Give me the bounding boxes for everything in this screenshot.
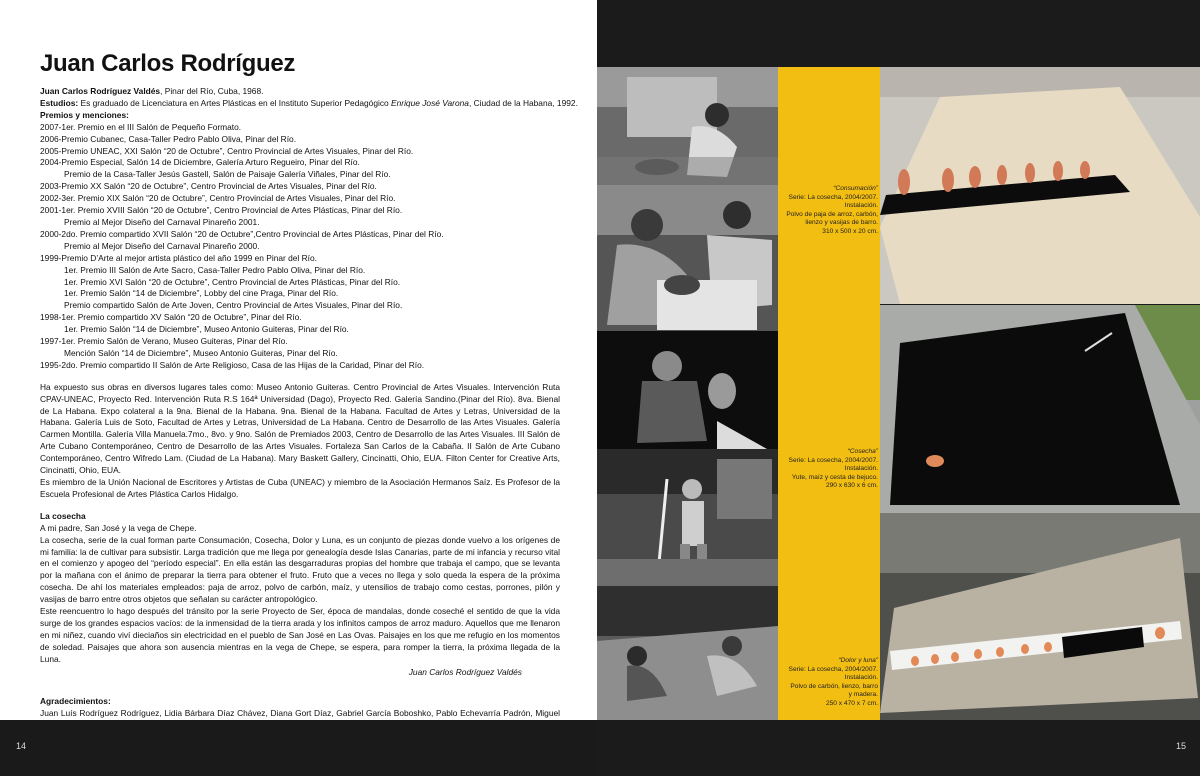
author-signature: Juan Carlos Rodríguez Valdés — [408, 666, 522, 677]
caption-line: lienzo y vasijas de barro. — [805, 219, 878, 227]
award-item: 1er. Premio Salón “14 de Diciembre”, Lobby del cine Praga, Pinar del Río. — [64, 288, 339, 299]
caption-line: Serie: La cosecha, 2004/2007. — [788, 193, 878, 201]
cosecha-paragraph-2: Este reencuentro lo hago después del tránsito por la serie Proyecto de Ser, época de mandalas, donde coseché el sentido de que la vida surge de los grandes espacios vacíos: de la inmensidad de la tierra arada y los infinitos campos de arroz maduro. Aquellos que me llenaron en mi niñez, cuando viví dieciaños sin electricidad en el pueblo de San José en Las Ovas. Paisajes en los que me refugio en los momentos de soledad. Paisajes que ahora son ausencia mientras en la vega de Chepe, se espera, para romper la tierra, la próxima llegada de la Luna. — [40, 606, 560, 664]
photo-artist-painting — [597, 67, 778, 185]
page-number-right: 15 — [1176, 741, 1187, 751]
caption-line: Instalación. — [844, 674, 878, 682]
caption-title: “Consumación” — [833, 185, 878, 192]
caption-cosecha — [778, 448, 878, 491]
artist-origin: , Pinar del Río, Cuba, 1968. — [160, 86, 264, 96]
award-item: Mención Salón “14 de Diciembre”, Museo Antonio Guiteras, Pinar del Río. — [64, 347, 338, 358]
award-item: 2000-2do. Premio compartido XVII Salón “20 de Octubre”,Centro Provincial de Artes Plásticas, Pinar del Río. — [40, 228, 444, 239]
caption-line: Instalación. — [844, 465, 878, 473]
studies-line — [40, 97, 578, 110]
caption-dolor-y-luna — [778, 657, 878, 709]
photo-two-men-working — [597, 185, 778, 331]
page-title: Juan Carlos Rodríguez — [40, 50, 296, 77]
studies-text-end: , Ciudad de la Habana, 1992. — [468, 97, 578, 108]
award-item: 2007-1er. Premio en el III Salón de Pequeño Formato. — [40, 121, 242, 132]
caption-line: Yute, maíz y cesta de bejuco. — [791, 473, 878, 481]
award-item: 1999-Premio D’Arte al mejor artista plástico del año 1999 en Pinar del Río. — [40, 252, 317, 263]
thanks-text: Juan Luís Rodríguez Rodríguez, Lidia Bárbara Díaz Chávez, Diana Gort Díaz, Gabriel García Boboshko, Pablo Echevarría Padrón, Miguel — [40, 707, 560, 718]
artist-full-name: Juan Carlos Rodríguez Valdés — [40, 86, 161, 96]
bio-name-line — [40, 86, 560, 98]
award-item: Premio al Mejor Diseño del Carnaval Pinareño 2000. — [64, 240, 260, 251]
award-item: 1er. Premio III Salón de Arte Sacro, Casa-Taller Pedro Pablo Oliva, Pinar del Río. — [64, 264, 366, 275]
photo-man-with-bowl — [597, 331, 778, 449]
exhibitions-paragraph: Ha expuesto sus obras en diversos lugares tales como: Museo Antonio Guiteras. Centro Provincial de Artes Visuales. Intervención Ruta CPAV-UNEAC, Proyecto Red. Intervención Ruta R.S 164ª Universidad (Dago), Proyecto Red. Galería Sandino.(Pinar del Río). 8va. Bienal de La Habana. Expo colateral a la 9na. Bienal de la Habana. 9na. Bienal de la Habana. Facultad de Artes y Letras, Universidad de la Habana. Galería Luis de Soto, Facultad de Artes y Letras, Universidad de La Habana. Centro de Desarrollo de las Artes Visuales. Galería Carmen Montilla. Galería Villa Manuela.7mo., 8vo. y 9no. Salón de Premiados 2003, Centro de Desarrollo de las Artes Visuales. III Salón de Arte Cubano Contemporáneo, Centro de Desarrollo de las Artes Visuales. Fortaleza San Carlos de la Cabaña. II Salón de Arte Cubano Contemporáneo, Centro Wifredo Lam. (Ciudad de La Habana). Mary Baskett Gallery, Cincinatti, Ohio, EUA. Filton Center for Creative Arts, Cincinatti, Ohio, EUA. — [40, 381, 560, 476]
award-item: 2003-Premio XX Salón “20 de Octubre”, Centro Provincial de Artes Visuales, Pinar del Río. — [40, 181, 377, 192]
award-item: 1er. Premio XVI Salón “20 de Octubre”, Centro Provincial de Artes Plásticas, Pinar del Río. — [64, 276, 401, 287]
bio-text-column — [40, 50, 578, 731]
thanks-heading: Agradecimientos: — [40, 695, 111, 706]
award-item: Premio de la Casa-Taller Jesús Gastell, Salón de Paisaje Galería Viñales, Pinar del Río. — [64, 169, 391, 180]
award-item: 1er. Premio Salón “14 de Diciembre”, Museo Antonio Guiteras, Pinar del Río. — [64, 324, 349, 335]
caption-title: “Cosecha” — [847, 448, 878, 455]
caption-line: Serie: La cosecha, 2004/2007. — [788, 665, 878, 673]
page-number-left: 14 — [16, 741, 27, 751]
photo-kneeling-workers — [597, 586, 778, 720]
award-item: 2004-Premio Especial, Salón 14 de Diciembre, Galería Arturo Regueiro, Pinar del Río. — [40, 157, 360, 168]
photo-dolor-y-luna-installation — [880, 513, 1200, 720]
award-item: Premio compartido Salón de Arte Joven, Centro Provincial de Artes Visuales, Pinar del Río. — [64, 300, 403, 311]
caption-line: 310 x 500 x 20 cm. — [822, 227, 878, 235]
award-item: 1998-1er. Premio compartido XV Salón “20 de Octubre”, Pinar del Río. — [40, 312, 302, 323]
caption-line: 290 x 630 x 6 cm. — [825, 482, 878, 490]
award-item: 2001-1er. Premio XVIII Salón “20 de Octubre”, Centro Provincial de Artes Plásticas, Pinar del Río. — [40, 205, 403, 216]
caption-consumacion — [778, 185, 878, 237]
award-item: 1995-2do. Premio compartido II Salón de Arte Religioso, Casa de las Hijas de la Caridad, Pinar del Río. — [40, 359, 425, 370]
studies-label: Estudios: — [40, 97, 79, 108]
right-page — [597, 0, 1200, 776]
studies-text: Es graduado de Licenciatura en Artes Plásticas en el Instituto Superior Pedagógico — [78, 97, 392, 108]
caption-line: 250 x 470 x 7 cm. — [825, 699, 878, 707]
footer-bar — [0, 720, 597, 776]
photo-man-with-hoe — [597, 449, 778, 586]
caption-line: Polvo de paja de arroz, carbón, — [786, 210, 878, 218]
photo-consumacion-installation — [880, 67, 1200, 304]
caption-line: Polvo de carbón, lienzo, barro — [790, 682, 878, 690]
cosecha-heading: La cosecha — [40, 510, 86, 521]
award-item: 2005-Premio UNEAC, XXI Salón “20 de Octubre”, Centro Provincial de Artes Visuales, Pinar del Río. — [40, 145, 414, 156]
award-item: 1997-1er. Premio Salón de Verano, Museo Guiteras, Pinar del Río. — [40, 336, 288, 347]
award-item: Premio al Mejor Diseño del Carnaval Pinareño 2001. — [64, 216, 260, 227]
award-item: 2002-3er. Premio XIX Salón “20 de Octubre”, Centro Provincial de Artes Visuales, Pinar del Río. — [40, 193, 396, 204]
left-page — [0, 0, 597, 776]
award-item: 2006-Premio Cubanec, Casa-Taller Pedro Pablo Oliva, Pinar del Río. — [40, 133, 297, 144]
caption-line: Serie: La cosecha, 2004/2007. — [788, 456, 878, 464]
awards-label: Premios y menciones: — [40, 109, 129, 120]
cosecha-dedication: A mi padre, San José y la vega de Chepe. — [40, 522, 197, 533]
caption-title: “Dolor y luna” — [838, 657, 878, 664]
caption-line: y madera. — [848, 691, 878, 699]
caption-line: Instalación. — [844, 202, 878, 210]
yellow-band — [778, 67, 880, 720]
cosecha-paragraph-1: La cosecha, serie de la cual forman parte Consumación, Cosecha, Dolor y Luna, es un conjunto de piezas donde vuelvo a los orígenes de mi familia: la de cultivar para subsistir. Larga tradición que me llega por genealogía desde Islas Canarias, parte de mi infancia y recurso vital en el comienzo y apogeo del “período especial”. En ella están las desgarraduras propias del hombre que trabaja el campo, que se levanta por la mañana con el ánimo de preparar la tierra para obtener el fruto. Fruto que a veces no llega y solo queda la espera de la próxima cosecha. De ahí los materiales empleados: paja de arroz, polvo de carbón, maíz, y utensilios de trabajo como cestas, porrones, pilón y vasijas de barro entre otros objetos que señalan su carácter antropológico. — [40, 534, 560, 605]
membership-paragraph: Es miembro de la Unión Nacional de Escritores y Artistas de Cuba (UNEAC) y miembro de la Asociación Hermanos Saíz. Es Profesor de la Escuela Profesional de Artes Plástica Carlos Hidalgo. — [40, 477, 560, 499]
photo-cosecha-installation — [880, 305, 1200, 513]
awards-list — [40, 122, 560, 372]
studies-institution: Enrique José Varona — [391, 97, 469, 108]
